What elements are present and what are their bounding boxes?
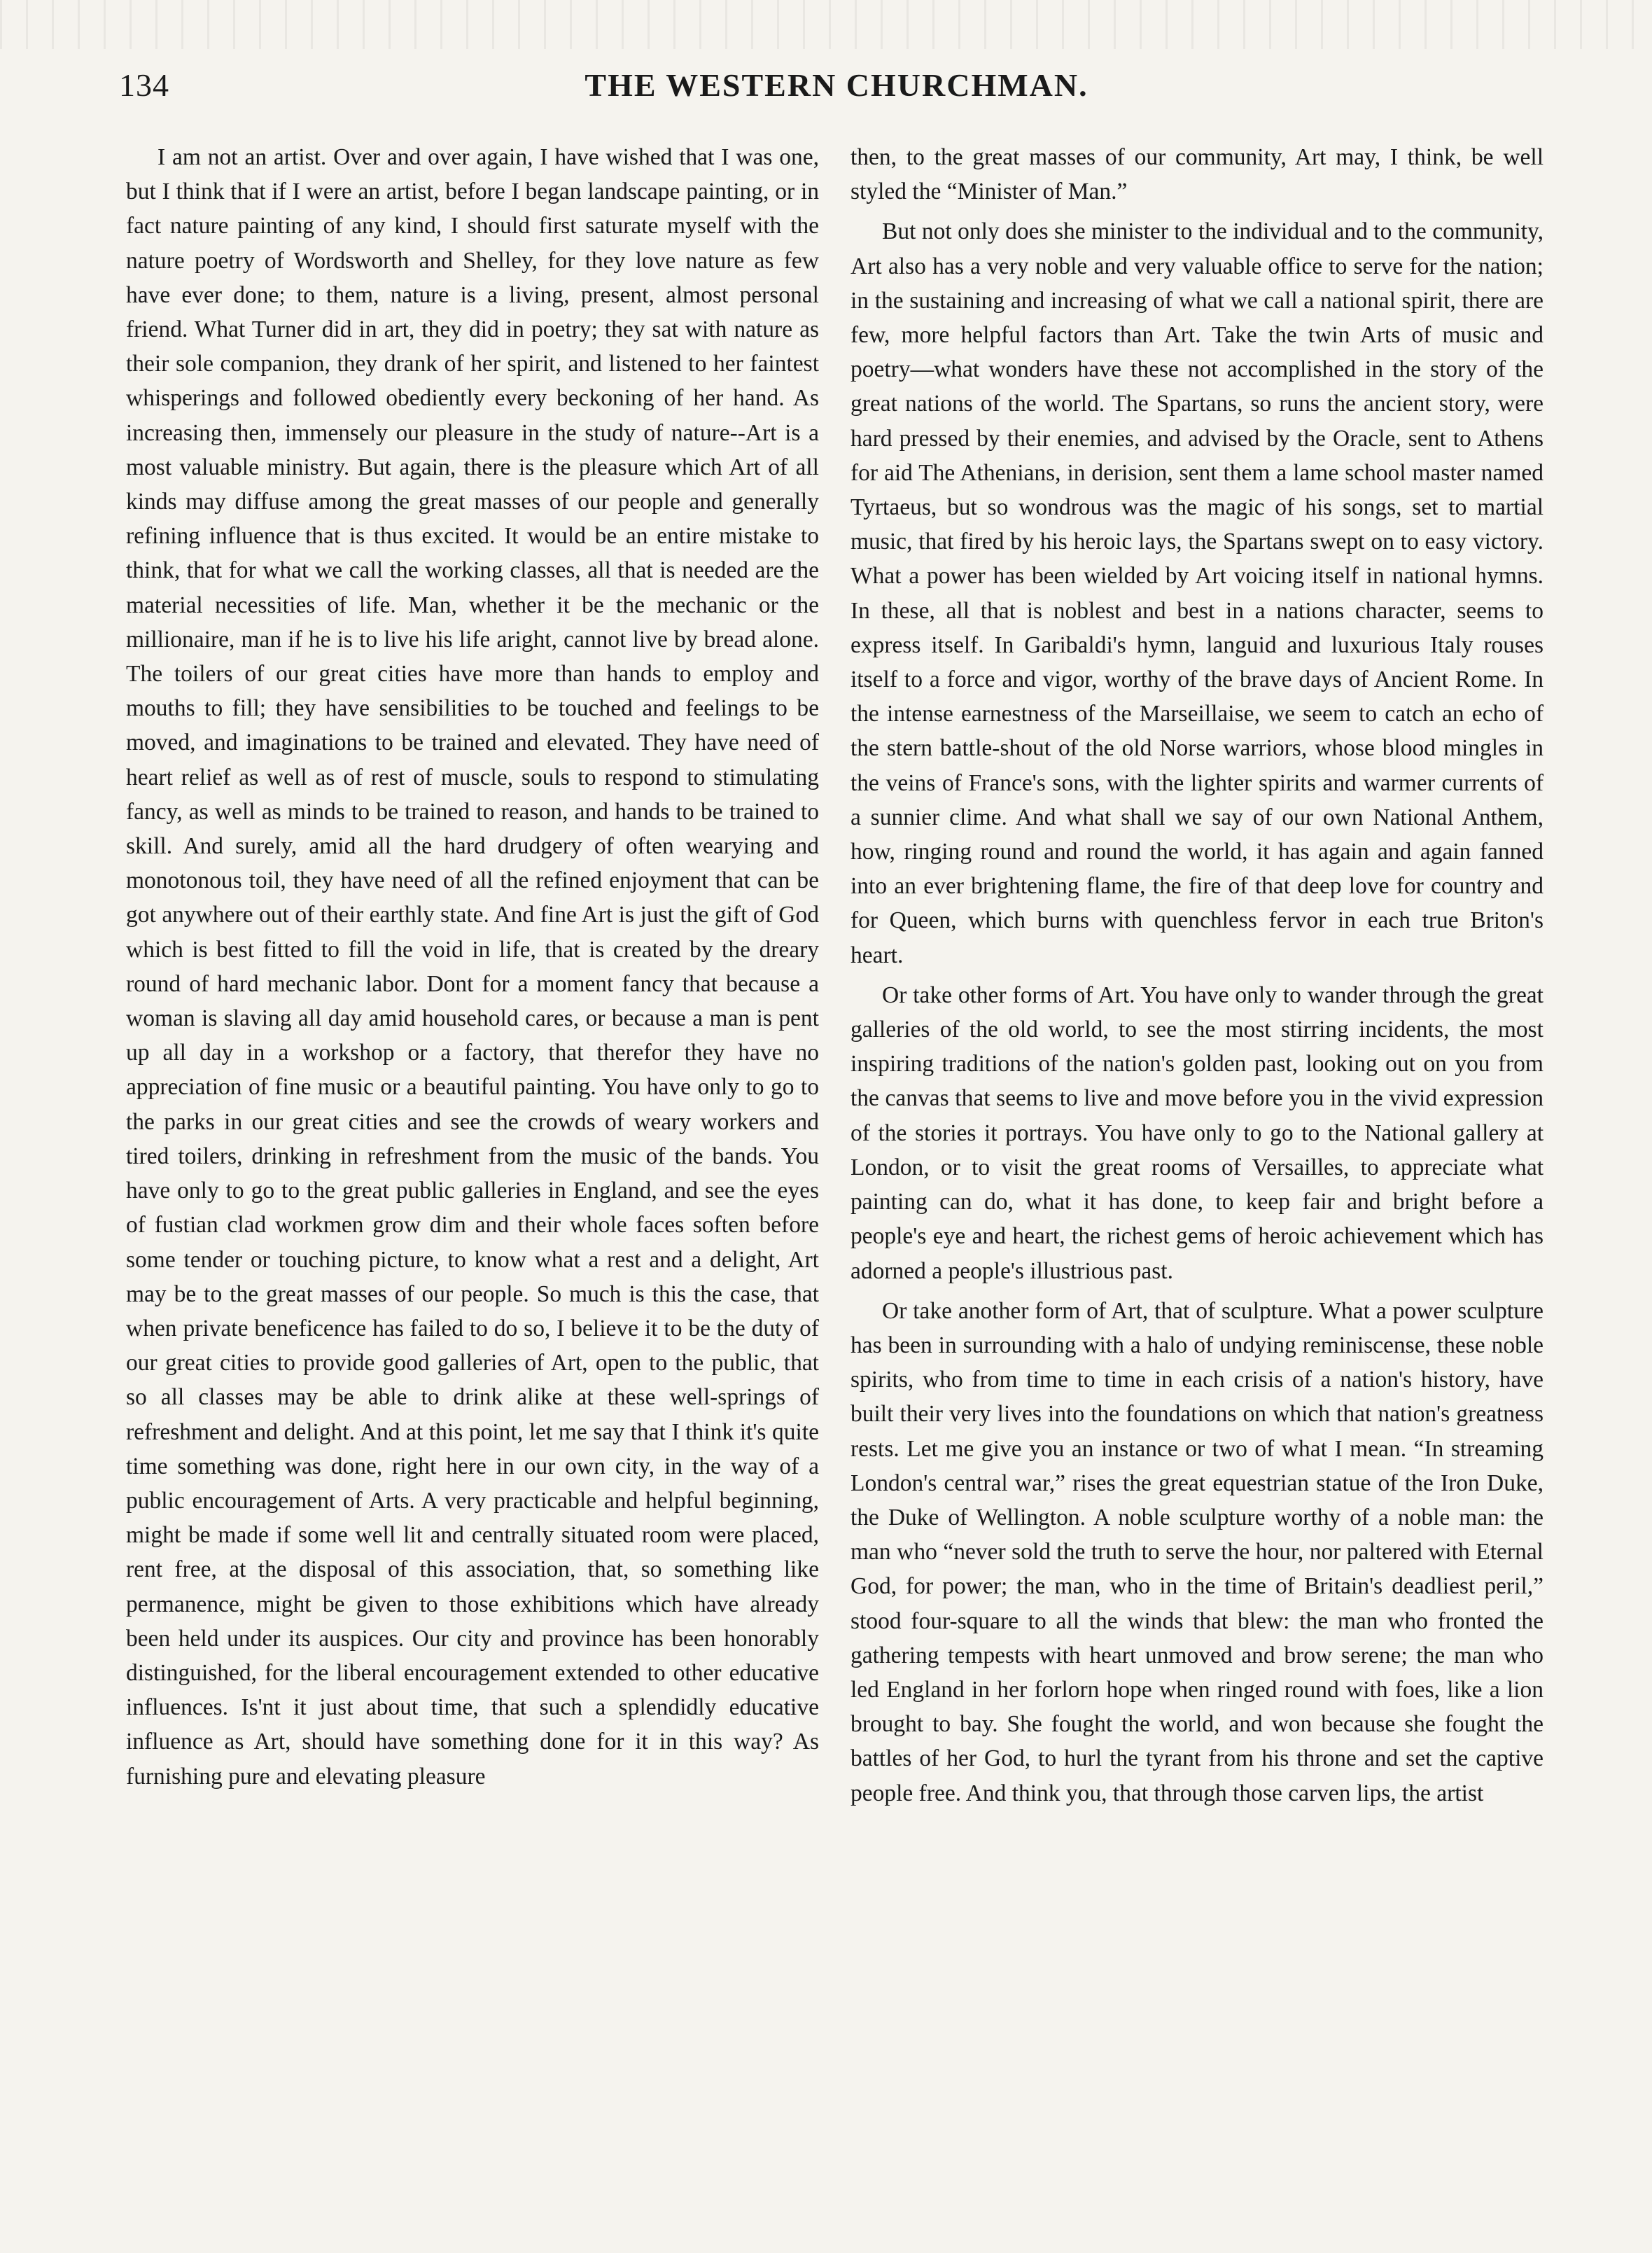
paragraph: But not only does she minister to the individual and to the community, Art also has a very noble and very valuable office to serve for the nation; in the sustaining and increasing of what we call a national spirit, there are few, more helpful factors than Art. Take the twin Arts of music and poetry—what wonders have these not accomplished in the story of the great nations of the world. The Spartans, so runs the ancient story, were hard pressed by their enemies, and advised by the Oracle, sent to Athens for aid The Athenians, in derision, sent them a lame school master named Tyrtaeus, but so wondrous was the magic of his songs, set to martial music, that fired by his heroic lays, the Spartans swept on to easy victory. What a power has been wielded by Art voicing itself in national hymns. In these, all that is noblest and best in a nations character, seems to express itself. In Garibaldi's hymn, languid and luxurious Italy rouses itself to a force and vigor, worthy of the brave days of Ancient Rome. In the intense earnestness of the Marseillaise, we seem to catch an echo of the stern battle-shout of the old Norse warriors, whose blood mingles in the veins of France's sons, with the lighter spirits and warmer currents of a sunnier clime. And what shall we say of our own National Anthem, how, ringing round and round the world, it has again and again fanned into an ever brightening flame, the fire of that deep love for country and for Queen, which burns with quenchless fervor in each true Briton's heart.: [850, 218, 1544, 968]
scan-noise: [0, 0, 1652, 49]
paragraph: Or take another form of Art, that of sculpture. What a power sculpture has been in surrounding with a halo of undying reminiscense, these noble spirits, who from time to time in each crisis of a nation's history, have built their very lives into the foundations on which that nation's greatness rests. Let me give you an instance or two of what I mean. “In streaming London's central war,” rises the great equestrian statue of the Iron Duke, the Duke of Wellington. A noble sculpture worthy of a noble man: the man who “never sold the truth to serve the hour, nor paltered with Eternal God, for power; the man, who in the time of Britain's deadliest peril,” stood four-square to all the winds that blew: the man who fronted the gathering tempests with heart unmoved and brow serene; the man who led England in her forlorn hope when ringed round with foes, like a lion brought to bay. She fought the world, and won because she fought the battles of her God, to hurl the tyrant from his throne and set the captive people free. And think you, that through those carven lips, the artist: [850, 1297, 1544, 1806]
left-column: [126, 140, 819, 1794]
paragraph: Or take other forms of Art. You have only to wander through the great galleries of the old world, to see the most stirring incidents, the most inspiring traditions of the nation's golden past, looking out on you from the canvas that seems to live and move before you in the vivid expression of the stories it portrays. You have only to go to the National gallery at London, or to visit the great rooms of Versailles, to appreciate what painting can do, what it has done, to keep fair and bright before a people's eye and heart, the richest gems of heroic achievement which has adorned a people's illustrious past.: [850, 982, 1544, 1284]
page-number: 134: [119, 67, 169, 103]
paragraph: I am not an artist. Over and over again, I have wished that I was one, but I think that if I were an artist, before I began landscape painting, or in fact nature painting of any kind, I should first saturate myself with the nature poetry of Wordsworth and Shelley, for they love nature as few have ever done; to them, nature is a living, present, almost personal friend. What Turner did in art, they did in poetry; they sat with nature as their sole companion, they drank of her spirit, and listened to her faintest whisperings and followed obediently every beckoning of her hand. As increasing then, immensely our pleasure in the study of nature--Art is a most valuable ministry. But again, there is the pleasure which Art of all kinds may diffuse among the great masses of our people and generally refining influence that is thus excited. It would be an entire mistake to think, that for what we call the working classes, all that is needed are the material necessities of life. Man, whether it be the mechanic or the millionaire, man if he is to live his life aright, cannot live by bread alone. The toilers of our great cities have more than hands to employ and mouths to fill; they have sensibilities to be touched and feelings to be moved, and imaginations to be trained and elevated. They have need of heart relief as well as of rest of muscle, souls to respond to stimulating fancy, as well as minds to be trained to reason, and hands to be trained to skill. And surely, amid all the hard drudgery of often wearying and monotonous toil, they have need of all the refined enjoyment that can be got anywhere out of their earthly state. And fine Art is just the gift of God which is best fitted to fill the void in life, that is created by the dreary round of hard mechanic labor. Dont for a moment fancy that because a woman is slaving all day amid household cares, or because a man is pent up all day in a workshop or a factory, that therefor they have no appreciation of fine music or a beautiful painting. You have only to go to the parks in our great cities and see the crowds of weary workers and tired toilers, drinking in refreshment from the music of the bands. You have only to go to the great public galleries in England, and see the eyes of fustian clad workmen grow dim and their whole faces soften before some tender or touching picture, to know what a rest and a delight, Art may be to the great masses of our people. So much is this the case, that when private beneficence has failed to do so, I believe it to be the duty of our great cities to provide good galleries of Art, open to the public, that so all classes may be able to drink alike at these well-springs of refreshment and delight. And at this point, let me say that I think it's quite time something was done, right here in our own city, in the way of a public encouragement of Arts. A very practicable and helpful beginning, might be made if some well lit and centrally situated room were placed, rent free, at the disposal of this association, that, so something like permanence, might be given to those exhibitions which have already been held under its auspices. Our city and province has been honorably distinguished, for the liberal encouragement extended to other educative influences. Is'nt it just about time, that such a splendidly educative influence as Art, should have something done for it in this way? As furnishing pure and elevating pleasure: [126, 144, 819, 1790]
running-title: THE WESTERN CHURCHMAN.: [584, 67, 1088, 103]
paragraph-continued: then, to the great masses of our community, Art may, I think, be well styled the “Minister of Man.”: [850, 144, 1544, 205]
page-header: [119, 67, 1554, 123]
right-column: [850, 140, 1544, 1811]
